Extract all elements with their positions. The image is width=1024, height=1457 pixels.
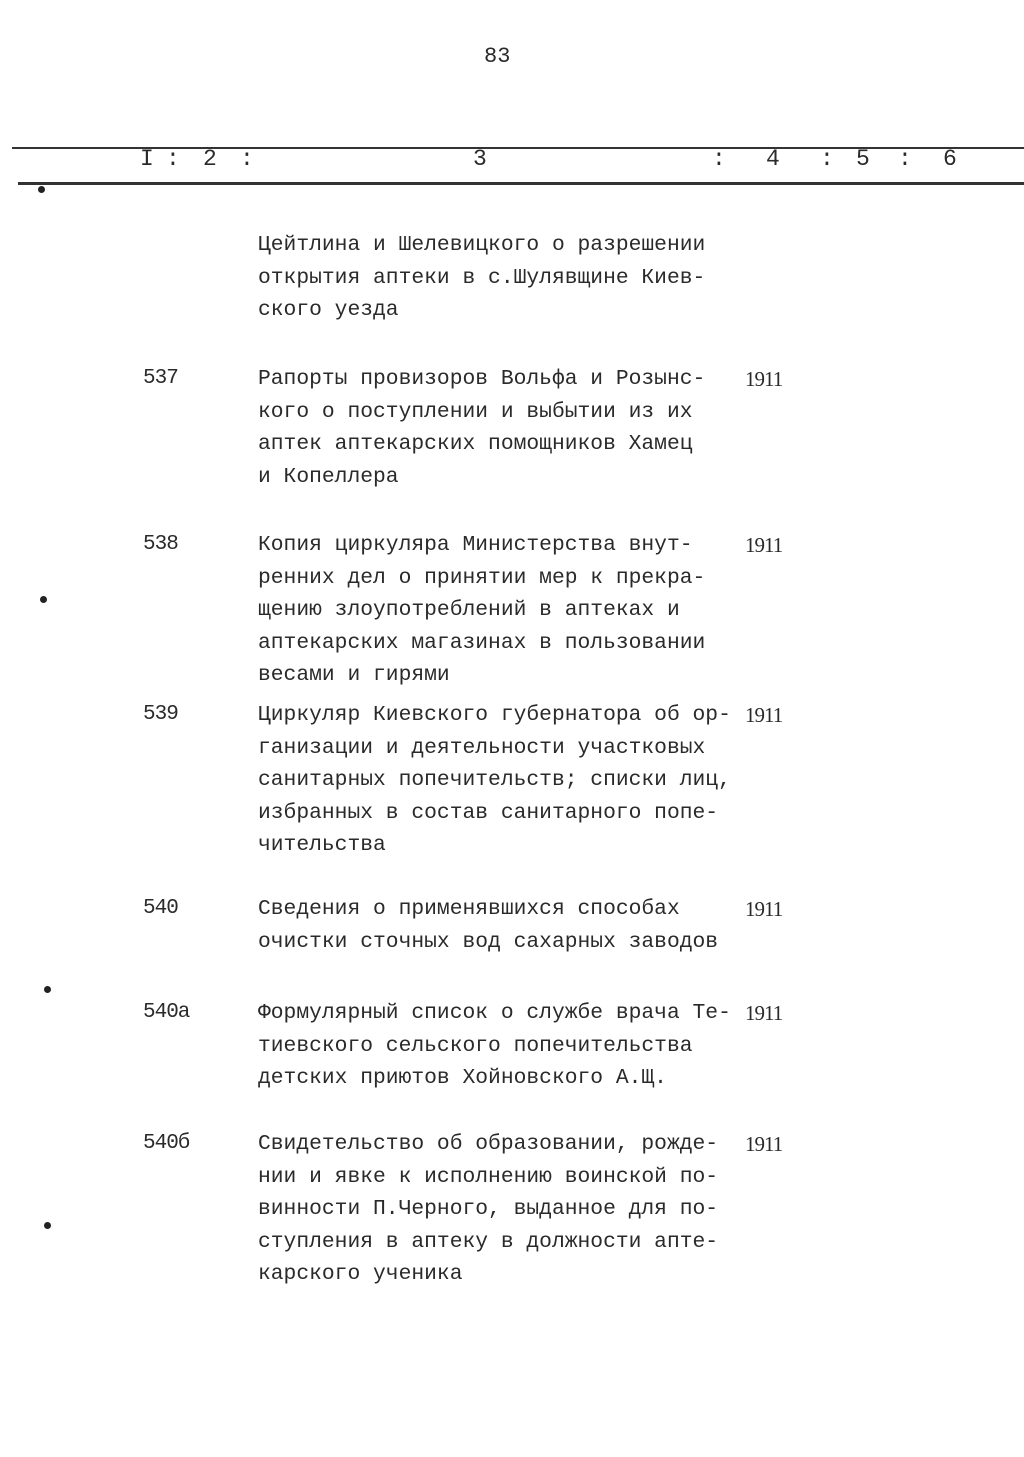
page-number: 83 xyxy=(484,44,511,69)
header-col-4: 4 xyxy=(766,146,780,172)
entry-title-line: санитарных попечительств; списки лиц, xyxy=(258,768,731,792)
entry-title-line: весами и гирями xyxy=(258,663,450,687)
header-sep: : xyxy=(240,146,254,172)
entry-title-line: Рапорты провизоров Вольфа и Розынс- xyxy=(258,367,706,391)
entry-number: 539 xyxy=(143,703,178,726)
entry-title-line: щению злоупотреблений в аптеках и xyxy=(258,598,680,622)
entry-title-line: карского ученика xyxy=(258,1262,463,1286)
entry-number: 540 xyxy=(143,897,178,920)
header-col-6: 6 xyxy=(943,146,957,172)
header-sep: : xyxy=(712,146,726,172)
header-sep: : xyxy=(820,146,834,172)
header-sep: : xyxy=(898,146,912,172)
header-bottom-rule xyxy=(18,182,1024,185)
entry-year: 1911 xyxy=(745,533,783,557)
continuation-line: Цейтлина и Шелевицкого о разрешении xyxy=(258,233,706,257)
header-top-rule xyxy=(12,147,1024,149)
entry-title-line: Копия циркуляра Министерства внут- xyxy=(258,533,693,557)
entry-title-line: и Копеллера xyxy=(258,464,399,489)
entry-title-line: ганизации и деятельности участковых xyxy=(258,735,706,760)
punch-hole-mark xyxy=(38,186,45,193)
entry-year: 1911 xyxy=(745,897,783,921)
continuation-line: открытия аптеки в с.Шулявщине Киев- xyxy=(258,265,706,290)
header-col-3: 3 xyxy=(473,146,487,172)
punch-hole-mark xyxy=(40,596,47,603)
entry-title-line: Формулярный список о службе врача Те- xyxy=(258,1001,731,1025)
header-col-2: 2 xyxy=(203,146,217,172)
entry-title-line: винности П.Черного, выданное для по- xyxy=(258,1197,719,1221)
entry-title-line: избранных в состав санитарного попе- xyxy=(258,800,719,825)
entry-title-line: детских приютов Хойновского А.Щ. xyxy=(258,1066,667,1090)
entry-title-line: очистки сточных вод сахарных заводов xyxy=(258,929,719,954)
entry-number: 540б xyxy=(143,1132,190,1155)
entry-title-line: Циркуляр Киевского губернатора об ор- xyxy=(258,703,731,727)
entry-number: 540а xyxy=(143,1001,190,1024)
entry-title-line: Свидетельство об образовании, рожде- xyxy=(258,1132,719,1156)
entry-year: 1911 xyxy=(745,703,783,727)
entry-title-line: тиевского сельского попечительства xyxy=(258,1033,693,1058)
entry-year: 1911 xyxy=(745,367,783,391)
entry-title-line: кого о поступлении и выбытии из их xyxy=(258,399,693,424)
punch-hole-mark xyxy=(44,986,51,993)
punch-hole-mark xyxy=(44,1222,51,1229)
entry-title-line: чительства xyxy=(258,833,386,857)
entry-year: 1911 xyxy=(745,1001,783,1025)
entry-number: 537 xyxy=(143,367,178,390)
continuation-line: ского уезда xyxy=(258,298,399,322)
entry-title-line: ступления в аптеку в должности апте- xyxy=(258,1229,719,1254)
header-sep: : xyxy=(166,146,180,172)
header-col-5: 5 xyxy=(856,146,870,172)
entry-year: 1911 xyxy=(745,1132,783,1156)
entry-title-line: нии и явке к исполнению воинской по- xyxy=(258,1164,719,1189)
entry-title-line: аптекарских магазинах в пользовании xyxy=(258,630,706,655)
entry-title-line: Сведения о применявшихся способах xyxy=(258,897,680,921)
entry-number: 538 xyxy=(143,533,178,556)
entry-title-line: аптек аптекарских помощников Хамец xyxy=(258,432,693,456)
header-col-1: I xyxy=(140,146,154,172)
entry-title-line: ренних дел о принятии мер к прекра- xyxy=(258,565,706,590)
